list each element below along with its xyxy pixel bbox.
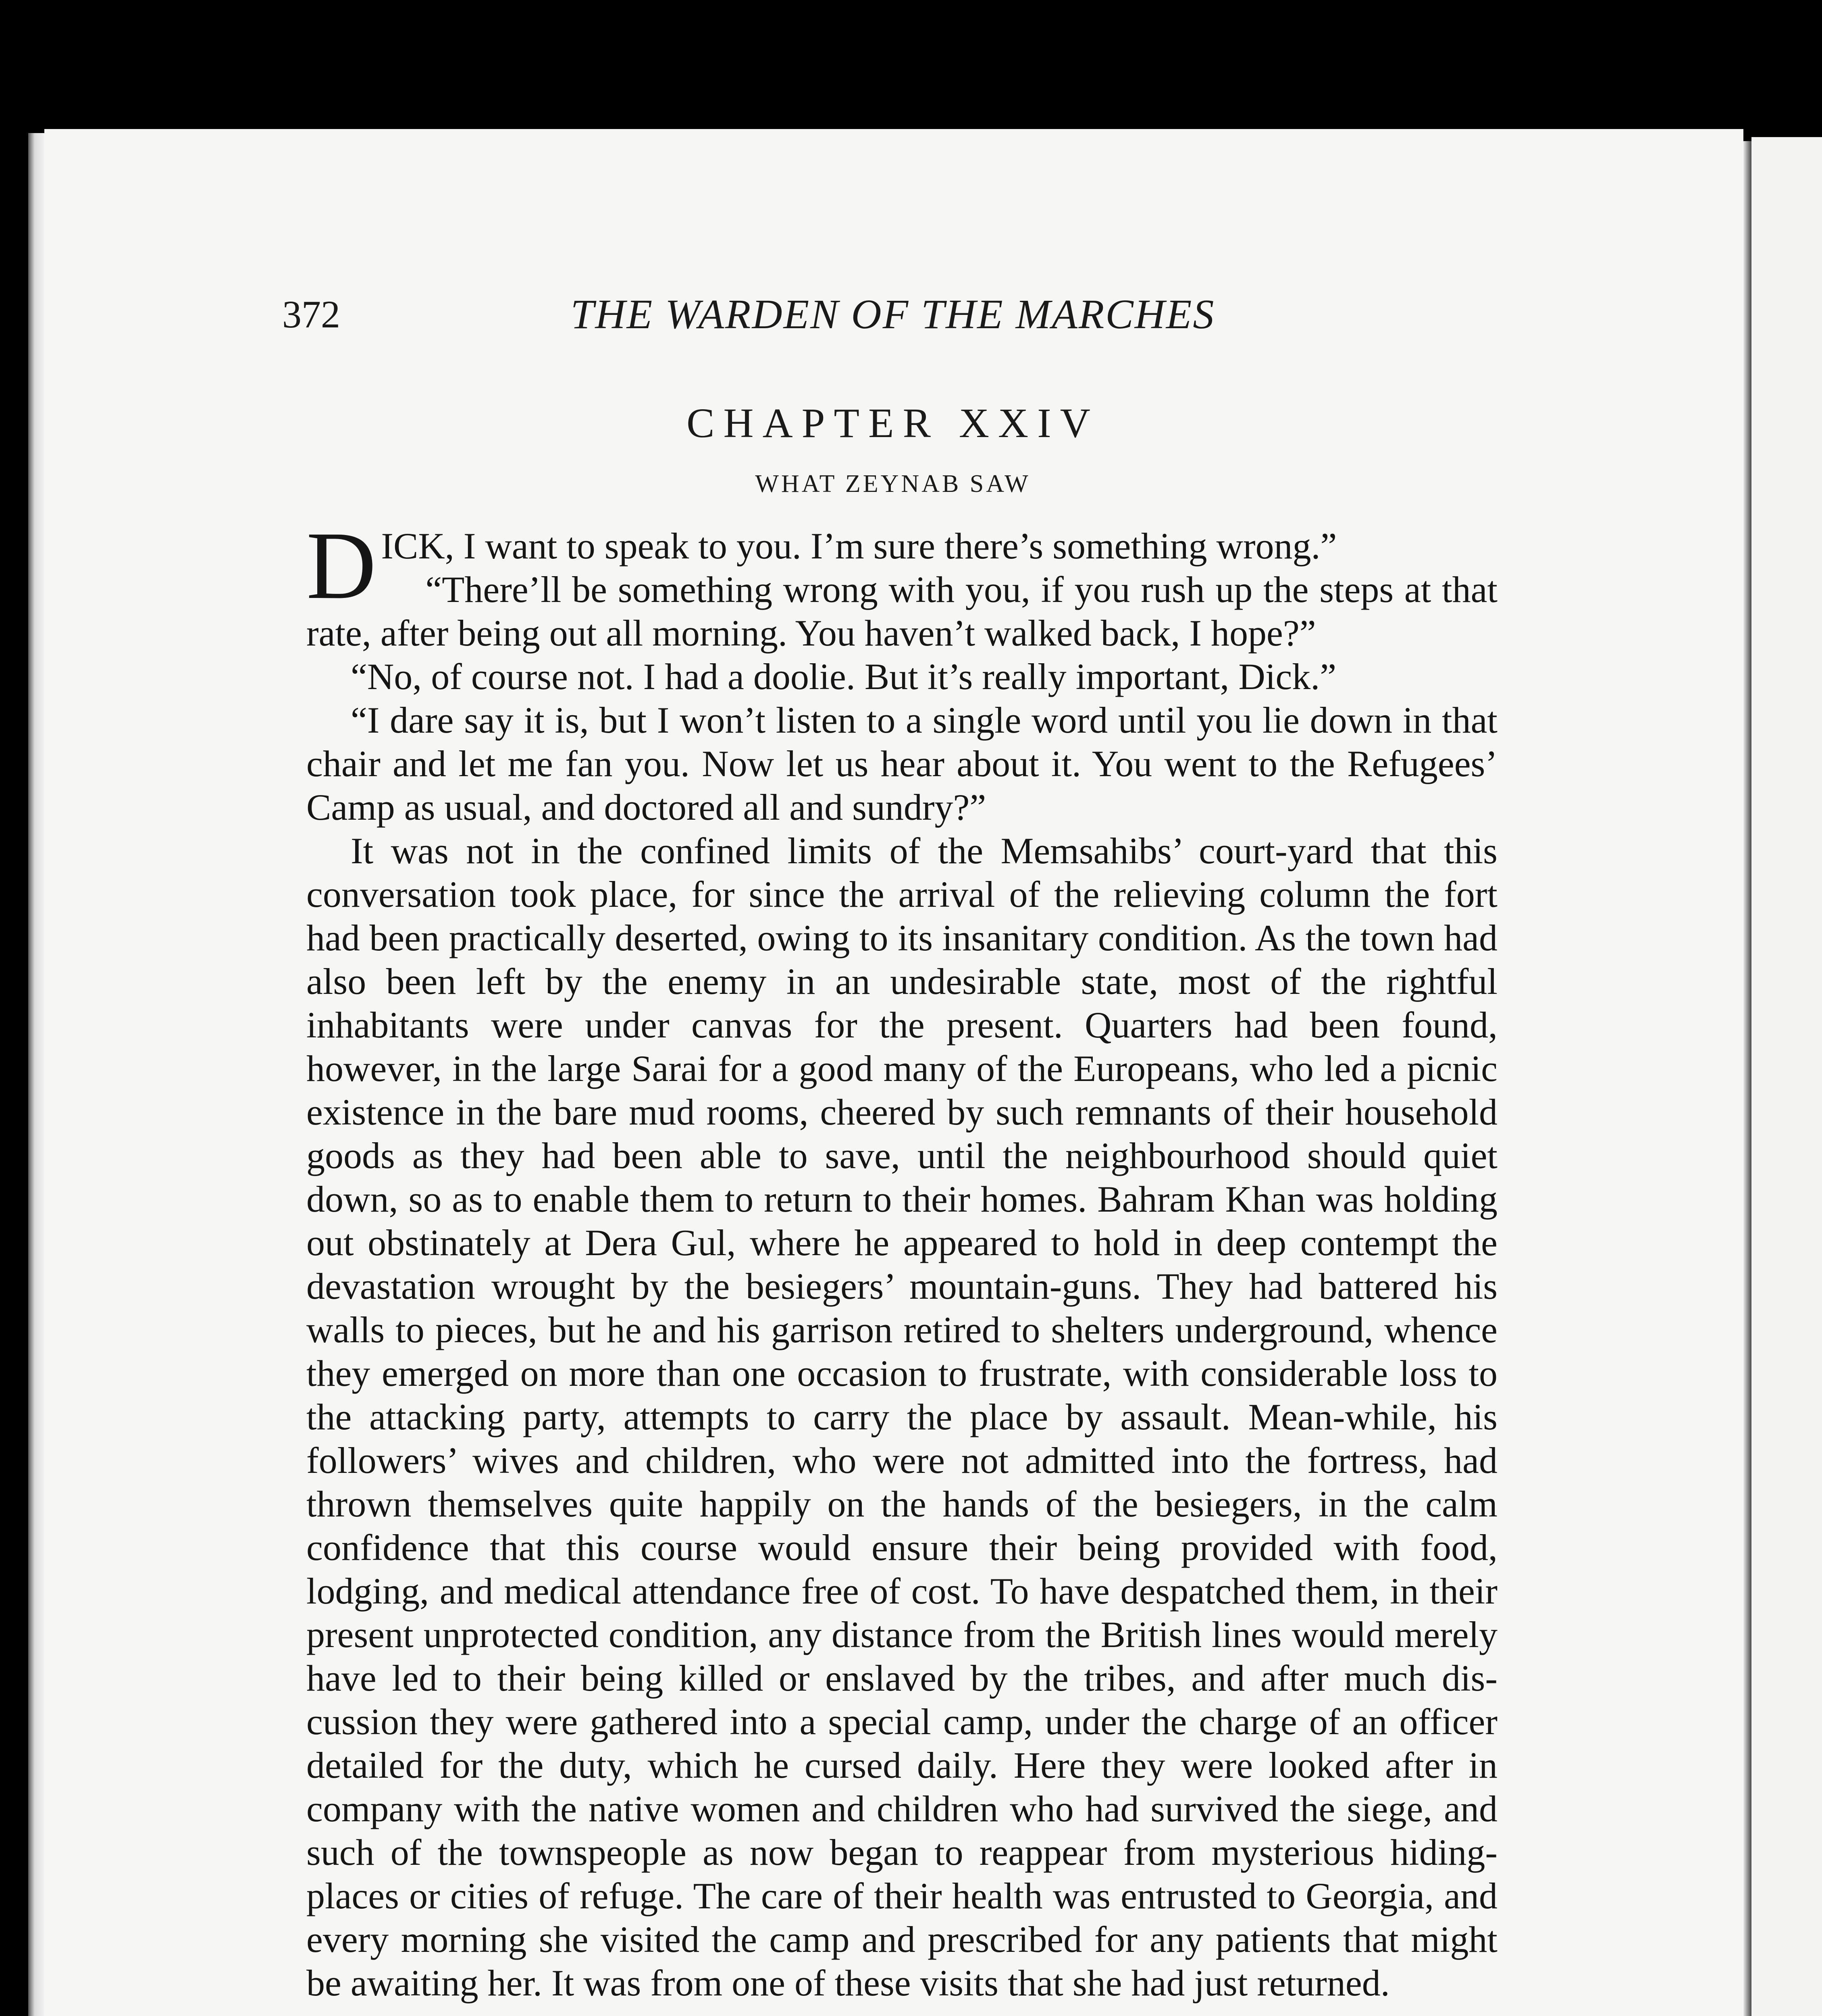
paragraph-2: “There’ll be something wrong with you, if you rush up the steps at that rate, after being out all morning. You haven’t walked back, I hope?” (306, 569, 1498, 654)
page-left-edge (28, 133, 44, 2016)
paragraph-5: It was not in the confined limits of the Memsahibs’ court-yard that this conversation took place, for since the arrival of the relieving column the fort had been practically deserted, owing to its insanitary condition. As the town had also been left by the enemy in an undesirable state, most of the rightful inhabitants were under canvas for the present. Quarters had been found, however, in the large Sarai for a good many of the Europeans, who led a picnic existence in the bare mud rooms, cheered by such remnants of their household goods as they had been able to save, until the neighbourhood should quiet down, so as to enable them to return to their homes. Bahram Khan was holding out obstinately at Dera Gul, where he appeared to hold in deep contempt the devastation wrought by the besiegers’ mountain-guns. They had battered his walls to pieces, but he and his garrison retired to shelters underground, whence they emerged on more than one occasion to frustrate, with considerable loss to the attacking party, attempts to carry the place by assault. Mean-while, his followers’ wives and children, who were not admitted into the fortress, had thrown themselves quite happily on the hands of the besiegers, in the calm confidence that this course would ensure their being provided with food, lodging, and medical attendance free of cost. To have despatched them, in their present unprotected condition, any distance from the British lines would merely have led to their being killed or enslaved by the tribes, and after much dis-cussion they were gathered into a special camp, under the charge of an officer detailed for the duty, which he cursed daily. Here they were looked after in company with the native women and children who had survived the siege, and such of the townspeople as now began to reappear from mysterious hiding-places or cities of refuge. The care of their health was entrusted to Georgia, and every morning she visited the camp and prescribed for any patients that might be awaiting her. It was from one of these visits that she had just returned. (306, 830, 1498, 2004)
paragraph-3: “No, of course not. I had a doolie. But it’s really important, Dick.” (351, 656, 1337, 697)
paragraph-4: “I dare say it is, but I won’t listen to a single word until you lie down in that chair and let me fan you. Now let us hear about it. You went to the Refugees’ Camp as usual, and doctored all and sundry?” (306, 700, 1498, 828)
chapter-title: CHAPTER XXIV (686, 400, 1099, 446)
paragraph-1-text: ICK, I want to speak to you. I’m sure there’s something wrong.” (381, 525, 1337, 566)
facing-page-edge (1751, 137, 1822, 2016)
book-title: THE WARDEN OF THE MARCHES (570, 291, 1215, 337)
page-gutter-shadow (1743, 141, 1751, 2016)
chapter-subtitle: WHAT ZEYNAB SAW (755, 470, 1031, 498)
drop-cap: D (306, 512, 376, 619)
running-head (282, 282, 1504, 347)
page-number: 372 (282, 293, 340, 336)
body-text (306, 512, 1498, 2005)
